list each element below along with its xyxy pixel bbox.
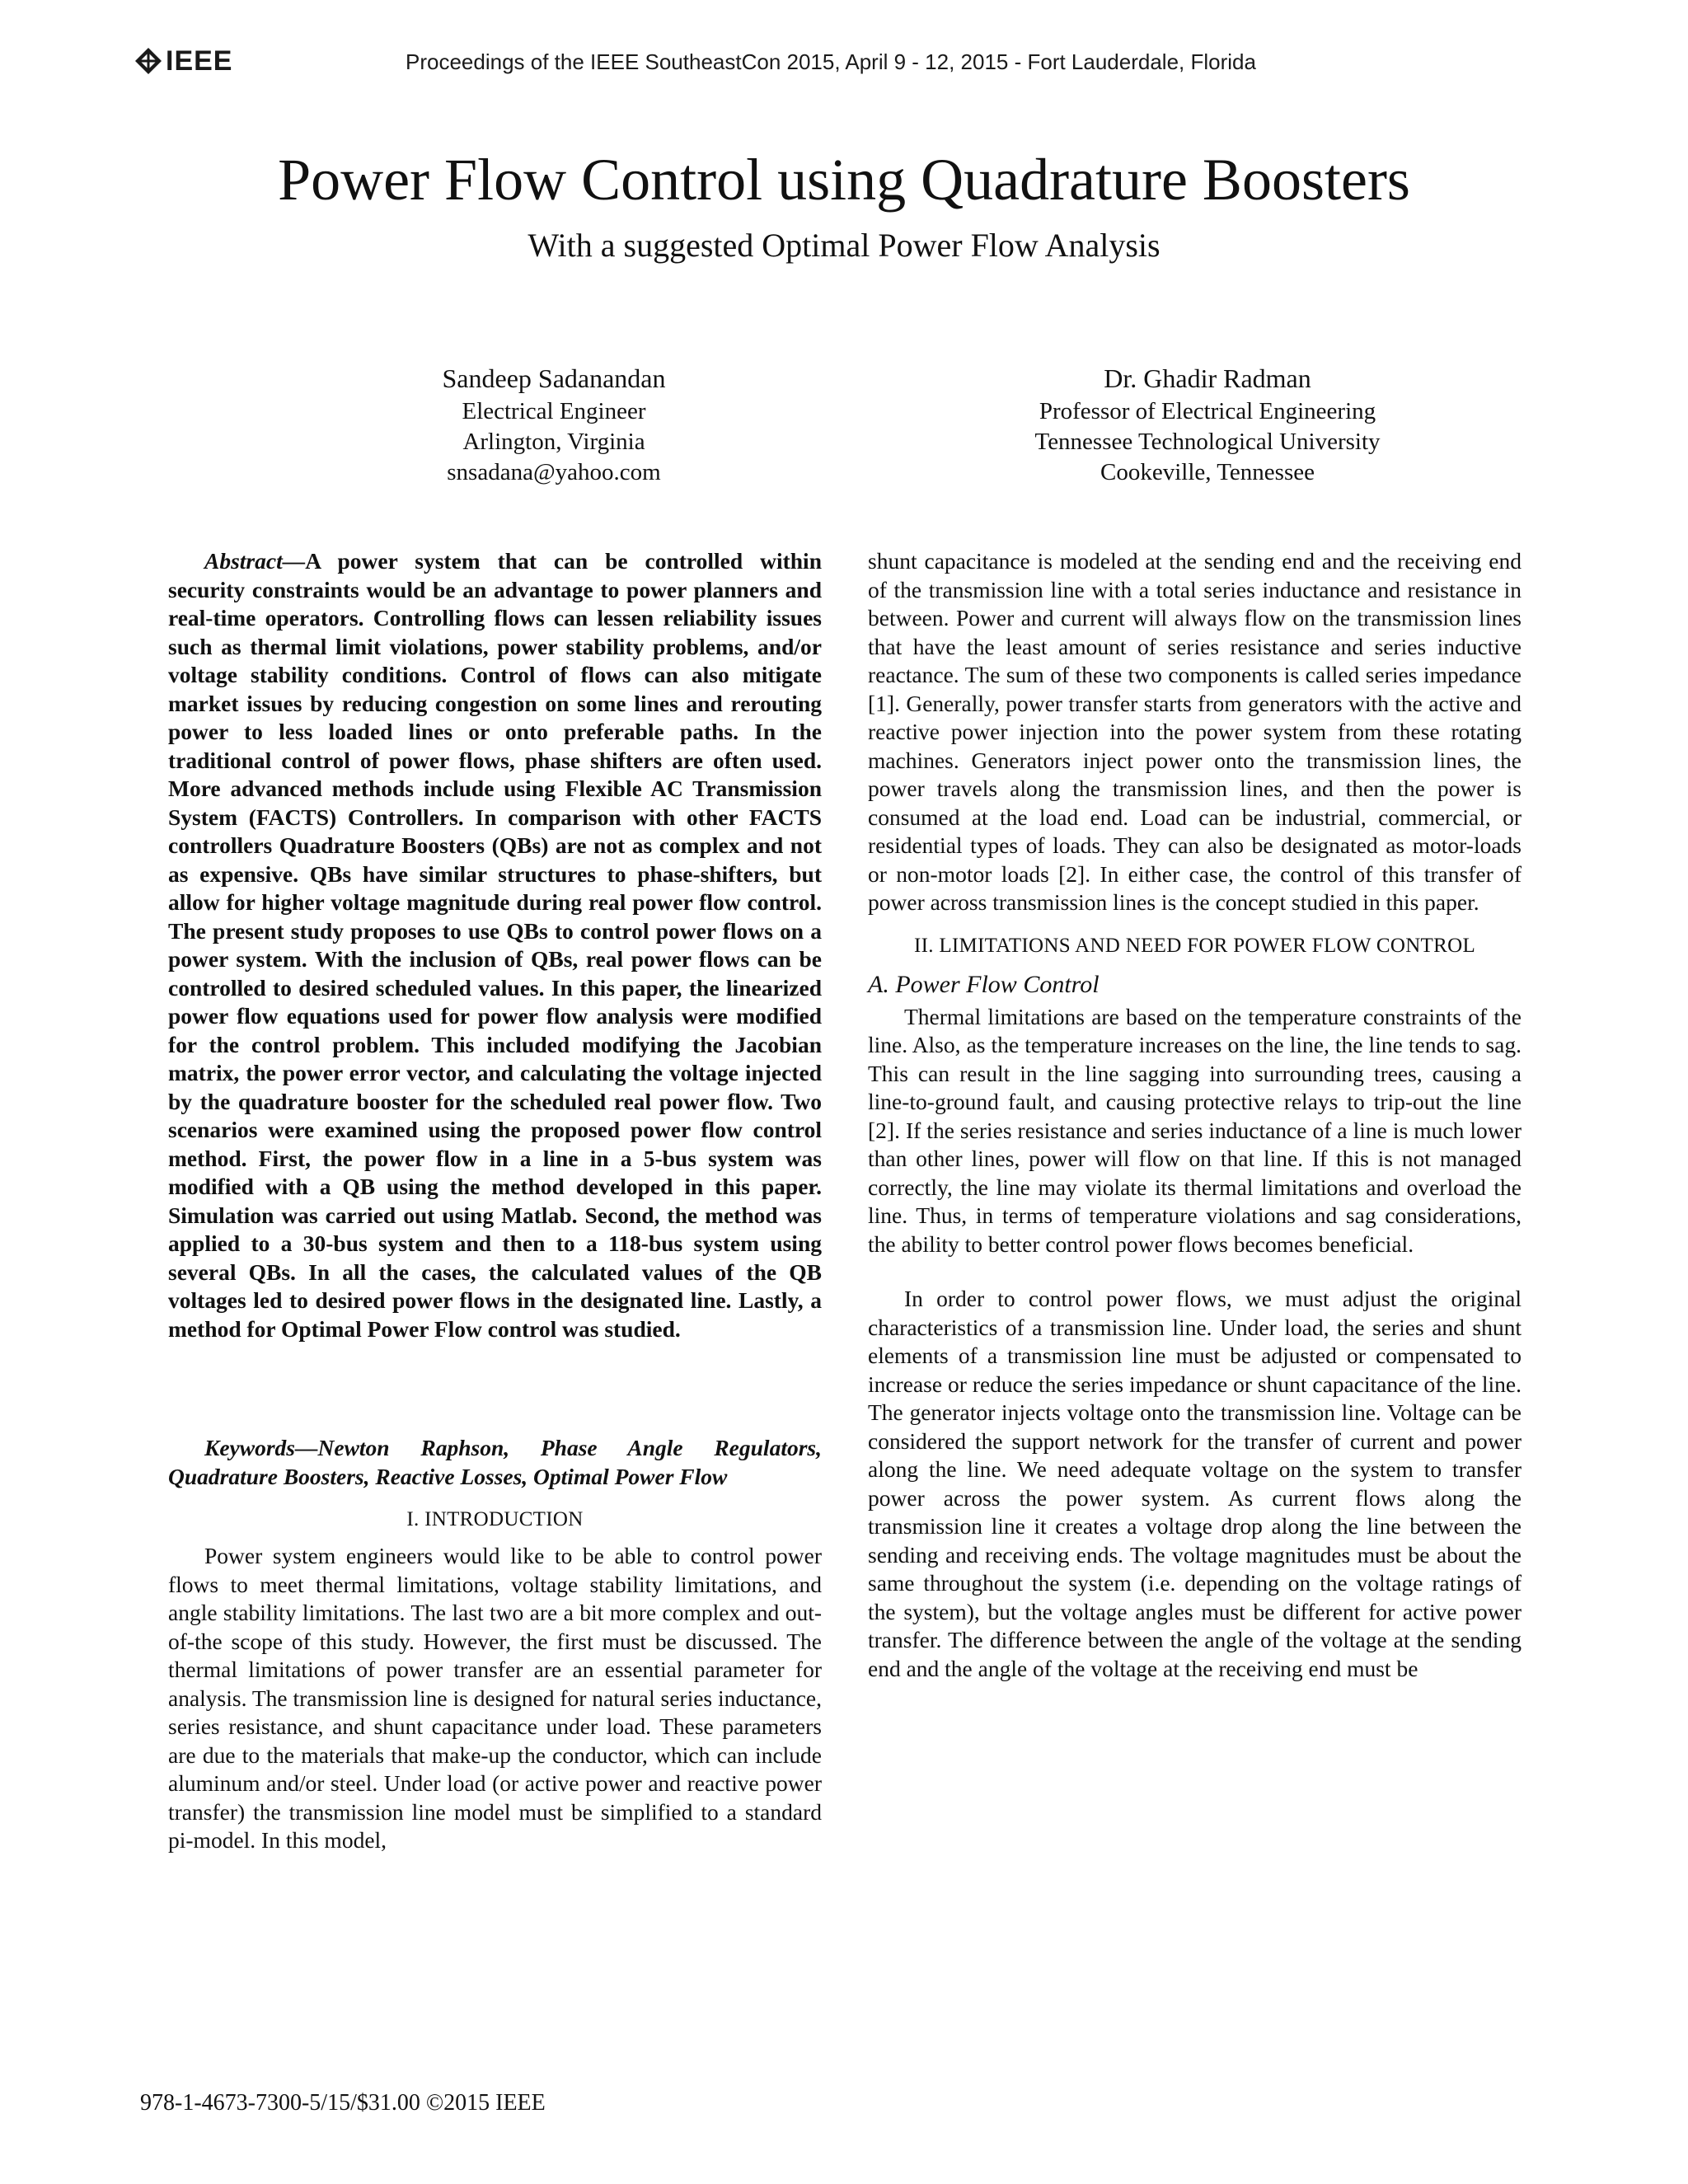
keywords: Keywords—Newton Raphson, Phase Angle Regulators, Quadrature Boosters, Reactive Losses, Optimal Power Flow [168,1435,822,1489]
abstract [168,547,822,1343]
section2-paragraph-2: In order to control power flows, we must adjust the original characteristics of a transmission line. Under load, the series and shunt elements of a transmission line must be adjusted or compensated to increase or reduce the series impedance or shunt capacitance of the line. The generator injects voltage onto the transmission line. Voltage can be considered the support network for the transfer of current and power along the line. We need adequate voltage on the system to transfer power across the power system. As current flows along the transmission line it creates a voltage drop along the line between the sending and receiving ends. The voltage magnitudes must be about the same throughout the system (i.e. depending on the voltage ratings of the system), but the voltage angles must be different for active power transfer. The difference between the angle of the voltage at the sending end and the angle of the voltage at the receiving end must be [868,1286,1522,1681]
footer-identifier: 978-1-4673-7300-5/15/$31.00 ©2015 IEEE [140,2090,546,2116]
left-column [168,547,822,1855]
intro-paragraph: Power system engineers would like to be able to control power flows to meet thermal limitations, voltage stability limitations, and angle stability limitations. The last two are a bit more complex and out-of-the scope of this study. However, the first must be discussed. The thermal limitations of power transfer are an essential parameter for analysis. The transmission line is designed for natural series inductance, series resistance, and shunt capacitance under load. These parameters are due to the materials that make-up the conductor, which can include aluminum and/or steel. Under load (or active power and reactive power transfer) the transmission line model must be simplified to a standard pi-model. In this model, [168,1543,822,1853]
intro-paragraph-continued: shunt capacitance is modeled at the sending end and the receiving end of the transmission line with a total series inductance and resistance in between. Power and current will always flow on the transmission lines that have the least amount of series resistance and series inductive reactance. The sum of these two components is called series impedance [1]. Generally, power transfer starts from generators with the active and reactive power injection into the power system from these rotating machines. Generators inject power onto the transmission lines, the power travels along the transmission lines, and then the power is consumed at the load end. Load can be industrial, commercial, or residential types of loads. They can also be designated as motor-loads or non-motor loads [2]. In either case, the control of this transfer of power across transmission lines is the concept studied in this paper. [868,548,1522,915]
author-name: Dr. Ghadir Radman [1104,363,1311,393]
abstract-lead: Abstract— [204,548,306,574]
author-affiliation: Tennessee Technological University [1034,429,1381,455]
ieee-diamond-icon [134,47,162,75]
author-location: Cookeville, Tennessee [1100,459,1315,485]
author-title: Professor of Electrical Engineering [1039,398,1376,424]
author-title: Electrical Engineer [462,398,646,424]
subsection-heading-power-flow-control: A. Power Flow Control [868,970,1100,998]
abstract-text: A power system that can be controlled within security constraints would be an advantage to power planners and real-time operators. Controlling flows can lessen reliability issues such as thermal limit violations, power stability problems, and/or voltage stability conditions. Control of flows can also mitigate market issues by reducing congestion on some lines and rerouting power to less loaded lines or onto preferable paths. In the traditional control of power flows, phase shifters are often used. More advanced methods include using Flexible AC Transmission System (FACTS) Controllers. In comparison with other FACTS controllers Quadrature Boosters (QBs) are not as complex and not as expensive. QBs have similar structures to phase-shifters, but allow for higher voltage magnitude during real power flow control. The present study proposes to use QBs to control power flows on a power system. With the inclusion of QBs, real power flows can be controlled to desired scheduled values. In this paper, the linearized power flow equations used for power flow analysis were modified for the control problem. This included modifying the Jacobian matrix, the power error vector, and calculating the voltage injected by the quadrature booster for the scheduled real power flow. Two scenarios were examined using the proposed power flow control method. First, the power flow in a line in a 5-bus system was modified with a QB using the method developed in this paper. Simulation was carried out using Matlab. Second, the method was applied to a 30-bus system and then to a 118-bus system using several QBs. In all the cases, the calculated values of the QB voltages led to desired power flows in the designated line. Lastly, a method for Optimal Power Flow control was studied. [168,548,822,1342]
paper-title: Power Flow Control using Quadrature Boosters [278,147,1410,213]
author-email: snsadana@yahoo.com [447,459,661,485]
section2-paragraph-1: Thermal limitations are based on the temperature constraints of the line. Also, as the temperature increases on the line, the line tends to sag. This can result in the line sagging into surrounding trees, causing a line-to-ground fault, and causing protective relays to trip-out the line [2]. If the series resistance and series inductance of a line is much lower than other lines, power will flow on that line. If this is not managed correctly, the line may violate its thermal limitations and overload the line. Thus, in terms of temperature violations and sag considerations, the ability to better control power flows becomes beneficial. [868,1003,1522,1257]
paper-subtitle: With a suggested Optimal Power Flow Analysis [528,227,1160,264]
author-location: Arlington, Virginia [462,429,645,455]
right-column [868,547,1522,1683]
author-block-2 [894,360,1521,488]
section-heading-limitations: II. LIMITATIONS AND NEED FOR POWER FLOW CONTROL [913,934,1476,957]
page-header [0,43,1688,79]
ieee-logo [134,45,232,77]
ieee-logo-text: IEEE [166,45,233,77]
author-name: Sandeep Sadanandan [442,363,666,393]
running-header: Proceedings of the IEEE SoutheastCon 2015, April 9 - 12, 2015 - Fort Lauderdale, Florida [406,49,1256,74]
section-heading-introduction: I. INTRODUCTION [406,1508,584,1530]
author-block-1 [241,360,867,488]
